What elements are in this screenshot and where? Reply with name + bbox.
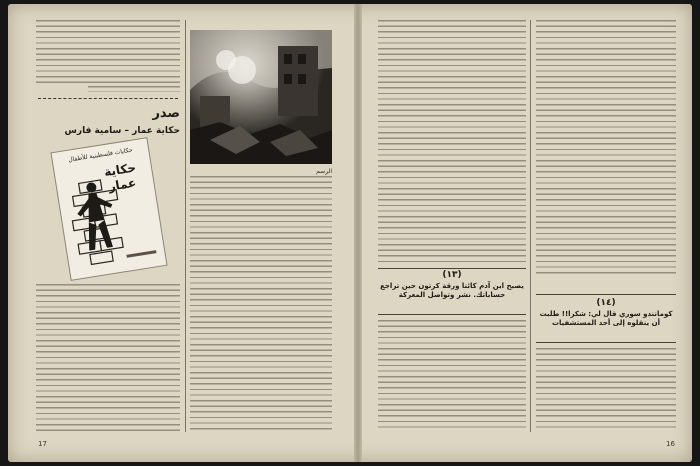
- left-top-text-column: [36, 20, 180, 84]
- book-cover-title-line1: حكاية: [103, 160, 137, 180]
- left-top-text-tail: [88, 86, 180, 92]
- spine: [354, 4, 362, 462]
- right-text-column-a-bottom: [378, 320, 526, 432]
- story-13-top-rule: [378, 268, 526, 269]
- sidebar-heading: صدر: [152, 106, 180, 121]
- story-13-number: (١٣): [442, 270, 462, 280]
- section-divider: [38, 98, 178, 99]
- page-number-right: 16: [666, 440, 675, 448]
- book-cover-subtitle: حكايات فلسطينية للأطفال: [67, 146, 134, 164]
- page-number-left: 17: [38, 440, 47, 448]
- book-cover: [50, 137, 167, 281]
- story-13-headline: يصبح ابن آدم كائنا ورقة كرتون حين تراجع حساباتك. نشر وتواصل المعركة: [380, 282, 524, 299]
- column-rule: [185, 20, 186, 432]
- right-text-column-b-bottom: [536, 348, 676, 432]
- magazine-spread: [8, 4, 692, 462]
- book-cover-title-line2: عمار: [107, 175, 138, 194]
- story-14-number: (١٤): [596, 298, 616, 308]
- sidebar-book-title: حكاية عمار – سامية فارس: [64, 126, 180, 136]
- article-photo: [190, 30, 332, 164]
- right-page: [362, 4, 692, 462]
- story-14-headline: كومانندو سوري قال لي: شكرا!! طلبت أن ينقلوه إلى أحد المستشفيات: [539, 310, 673, 327]
- left-bottom-text-column-2: [190, 176, 332, 432]
- right-text-column-b-top: [536, 20, 676, 276]
- right-text-column-a-top: [378, 20, 526, 264]
- story-14-bottom-rule: [536, 342, 676, 343]
- column-rule-right: [530, 20, 531, 432]
- left-bottom-text-column-1: [36, 284, 180, 432]
- photo-caption: الرسم: [316, 168, 332, 175]
- photo-image: [190, 30, 332, 164]
- left-page: [8, 4, 354, 462]
- story-13-bottom-rule: [378, 314, 526, 315]
- story-14-top-rule: [536, 294, 676, 295]
